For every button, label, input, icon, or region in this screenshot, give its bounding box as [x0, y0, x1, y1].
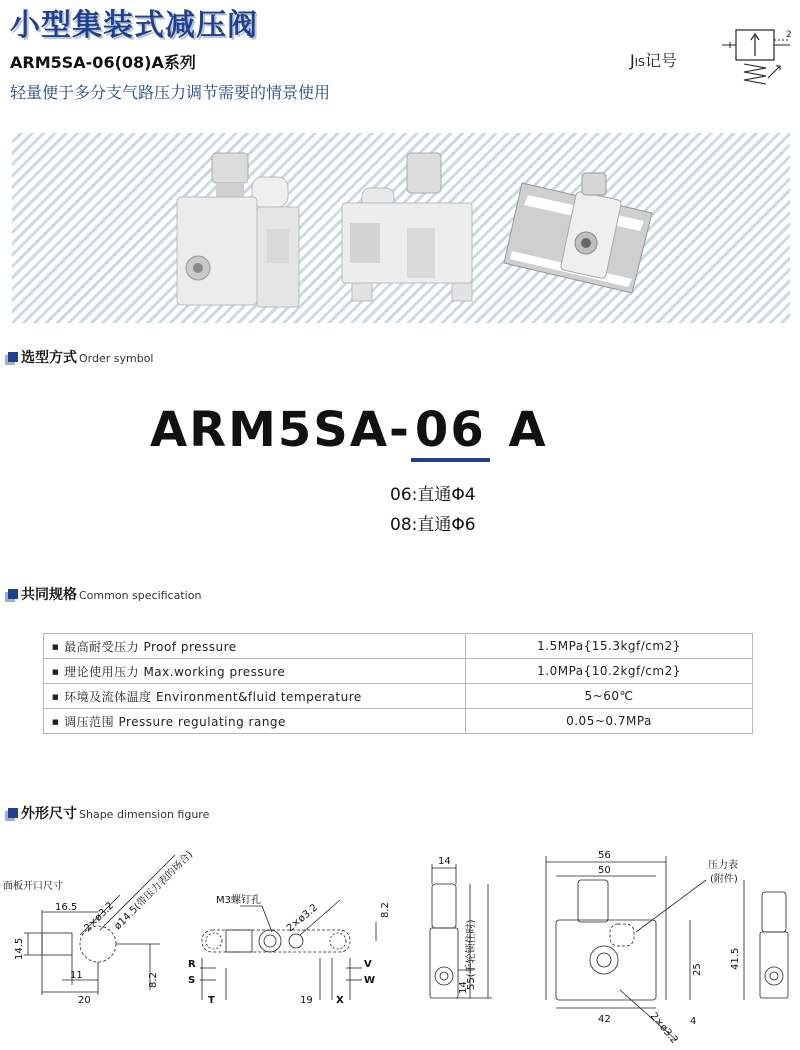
gauge-hole-label: ø14.5(带压力表的场合) — [112, 849, 196, 933]
order-suffix: A — [508, 402, 548, 458]
dim-8-2a: 8.2 — [148, 972, 159, 988]
section-order-heading — [8, 347, 153, 367]
dim-19: 19 — [300, 995, 313, 1006]
order-prefix: ARM5SA- — [150, 402, 411, 458]
spec-value: 0.05~0.7MPa — [466, 709, 753, 734]
dim-56: 56 — [598, 850, 611, 861]
spec-table — [43, 633, 753, 734]
series-name: ARM5SA-06(08)A系列 — [10, 53, 196, 72]
panel-label: 面板开口尺寸 — [3, 881, 63, 892]
dim-8-2b: 8.2 — [380, 902, 391, 918]
spec-label: ■ 调压范围 Pressure regulating range — [44, 709, 466, 734]
page-title: 小型集装式减压阀 — [10, 8, 258, 43]
dim-14a: 14 — [438, 856, 451, 867]
section-spec-cn: 共同规格 — [21, 587, 77, 603]
dim-s: S — [188, 975, 196, 986]
section-shape-heading — [8, 803, 209, 823]
spec-label: ■ 环境及流体温度 Environment&fluid temperature — [44, 684, 466, 709]
table-row — [44, 659, 753, 684]
dim-55: 55(手轮锁住时) — [466, 919, 477, 990]
section-marker-icon — [8, 808, 18, 818]
dim-t: T — [208, 995, 215, 1006]
order-code — [150, 402, 548, 462]
section-order-en: Order symbol — [79, 352, 154, 365]
tagline: 轻量便于多分支气路压力调节需要的情景使用 — [10, 83, 331, 102]
dimension-drawing — [0, 840, 800, 1050]
product-photo-2 — [342, 153, 472, 301]
product-photos — [12, 133, 790, 323]
spec-value: 1.0MPa{10.2kgf/cm2} — [466, 659, 753, 684]
gauge-label: 压力表 — [708, 860, 738, 871]
order-size: 06 — [411, 402, 490, 462]
gauge-note: (附件) — [710, 874, 738, 885]
jis-j: J — [630, 51, 635, 70]
m3-label: M3螺钉孔 — [216, 895, 261, 906]
spec-label: ■ 理论使用压力 Max.working pressure — [44, 659, 466, 684]
dim-x: X — [336, 995, 344, 1006]
jis-is: IS — [634, 56, 645, 69]
dim-20: 20 — [78, 995, 91, 1006]
dim-w: W — [364, 975, 376, 986]
section-shape-cn: 外形尺寸 — [21, 806, 77, 822]
section-shape-en: Shape dimension figure — [79, 808, 210, 821]
order-option-06: 06:直通Φ4 — [390, 485, 476, 505]
dim-v: V — [364, 959, 372, 970]
dim-50: 50 — [598, 865, 611, 876]
table-row — [44, 684, 753, 709]
section-marker-icon — [8, 352, 18, 362]
spec-value: 5~60℃ — [466, 684, 753, 709]
table-row — [44, 634, 753, 659]
dim-25: 25 — [692, 963, 703, 976]
hole-label-1: 2×ø3.2 — [82, 900, 117, 935]
symbol-port-label: 2 — [786, 30, 792, 40]
dim-r: R — [188, 959, 196, 970]
jis-label — [630, 48, 677, 71]
product-photo-band — [12, 133, 790, 323]
product-photo-1 — [177, 153, 299, 307]
jis-text: 记号 — [644, 51, 677, 70]
section-order-cn: 选型方式 — [21, 350, 77, 366]
dim-4: 4 — [690, 1016, 697, 1027]
spec-value: 1.5MPa{15.3kgf/cm2} — [466, 634, 753, 659]
product-photo-3 — [504, 173, 652, 293]
dim-16-5: 16.5 — [55, 902, 78, 913]
spec-label: ■ 最高耐受压力 Proof pressure — [44, 634, 466, 659]
dim-14-5: 14.5 — [14, 937, 25, 960]
section-marker-icon — [8, 589, 18, 599]
dim-42: 42 — [598, 1014, 611, 1025]
order-option-08: 08:直通Φ6 — [390, 515, 476, 535]
dim-41-5: 41.5 — [730, 947, 741, 970]
hole-label-3: 2×ø3.2 — [647, 1010, 680, 1047]
table-row — [44, 709, 753, 734]
hole-label-2: 2×ø3.2 — [284, 902, 321, 935]
dim-14b: 14 — [458, 981, 469, 994]
dim-11: 11 — [70, 970, 83, 981]
section-spec-heading — [8, 584, 201, 604]
regulator-symbol-icon — [722, 20, 796, 92]
section-spec-en: Common specification — [79, 589, 202, 602]
